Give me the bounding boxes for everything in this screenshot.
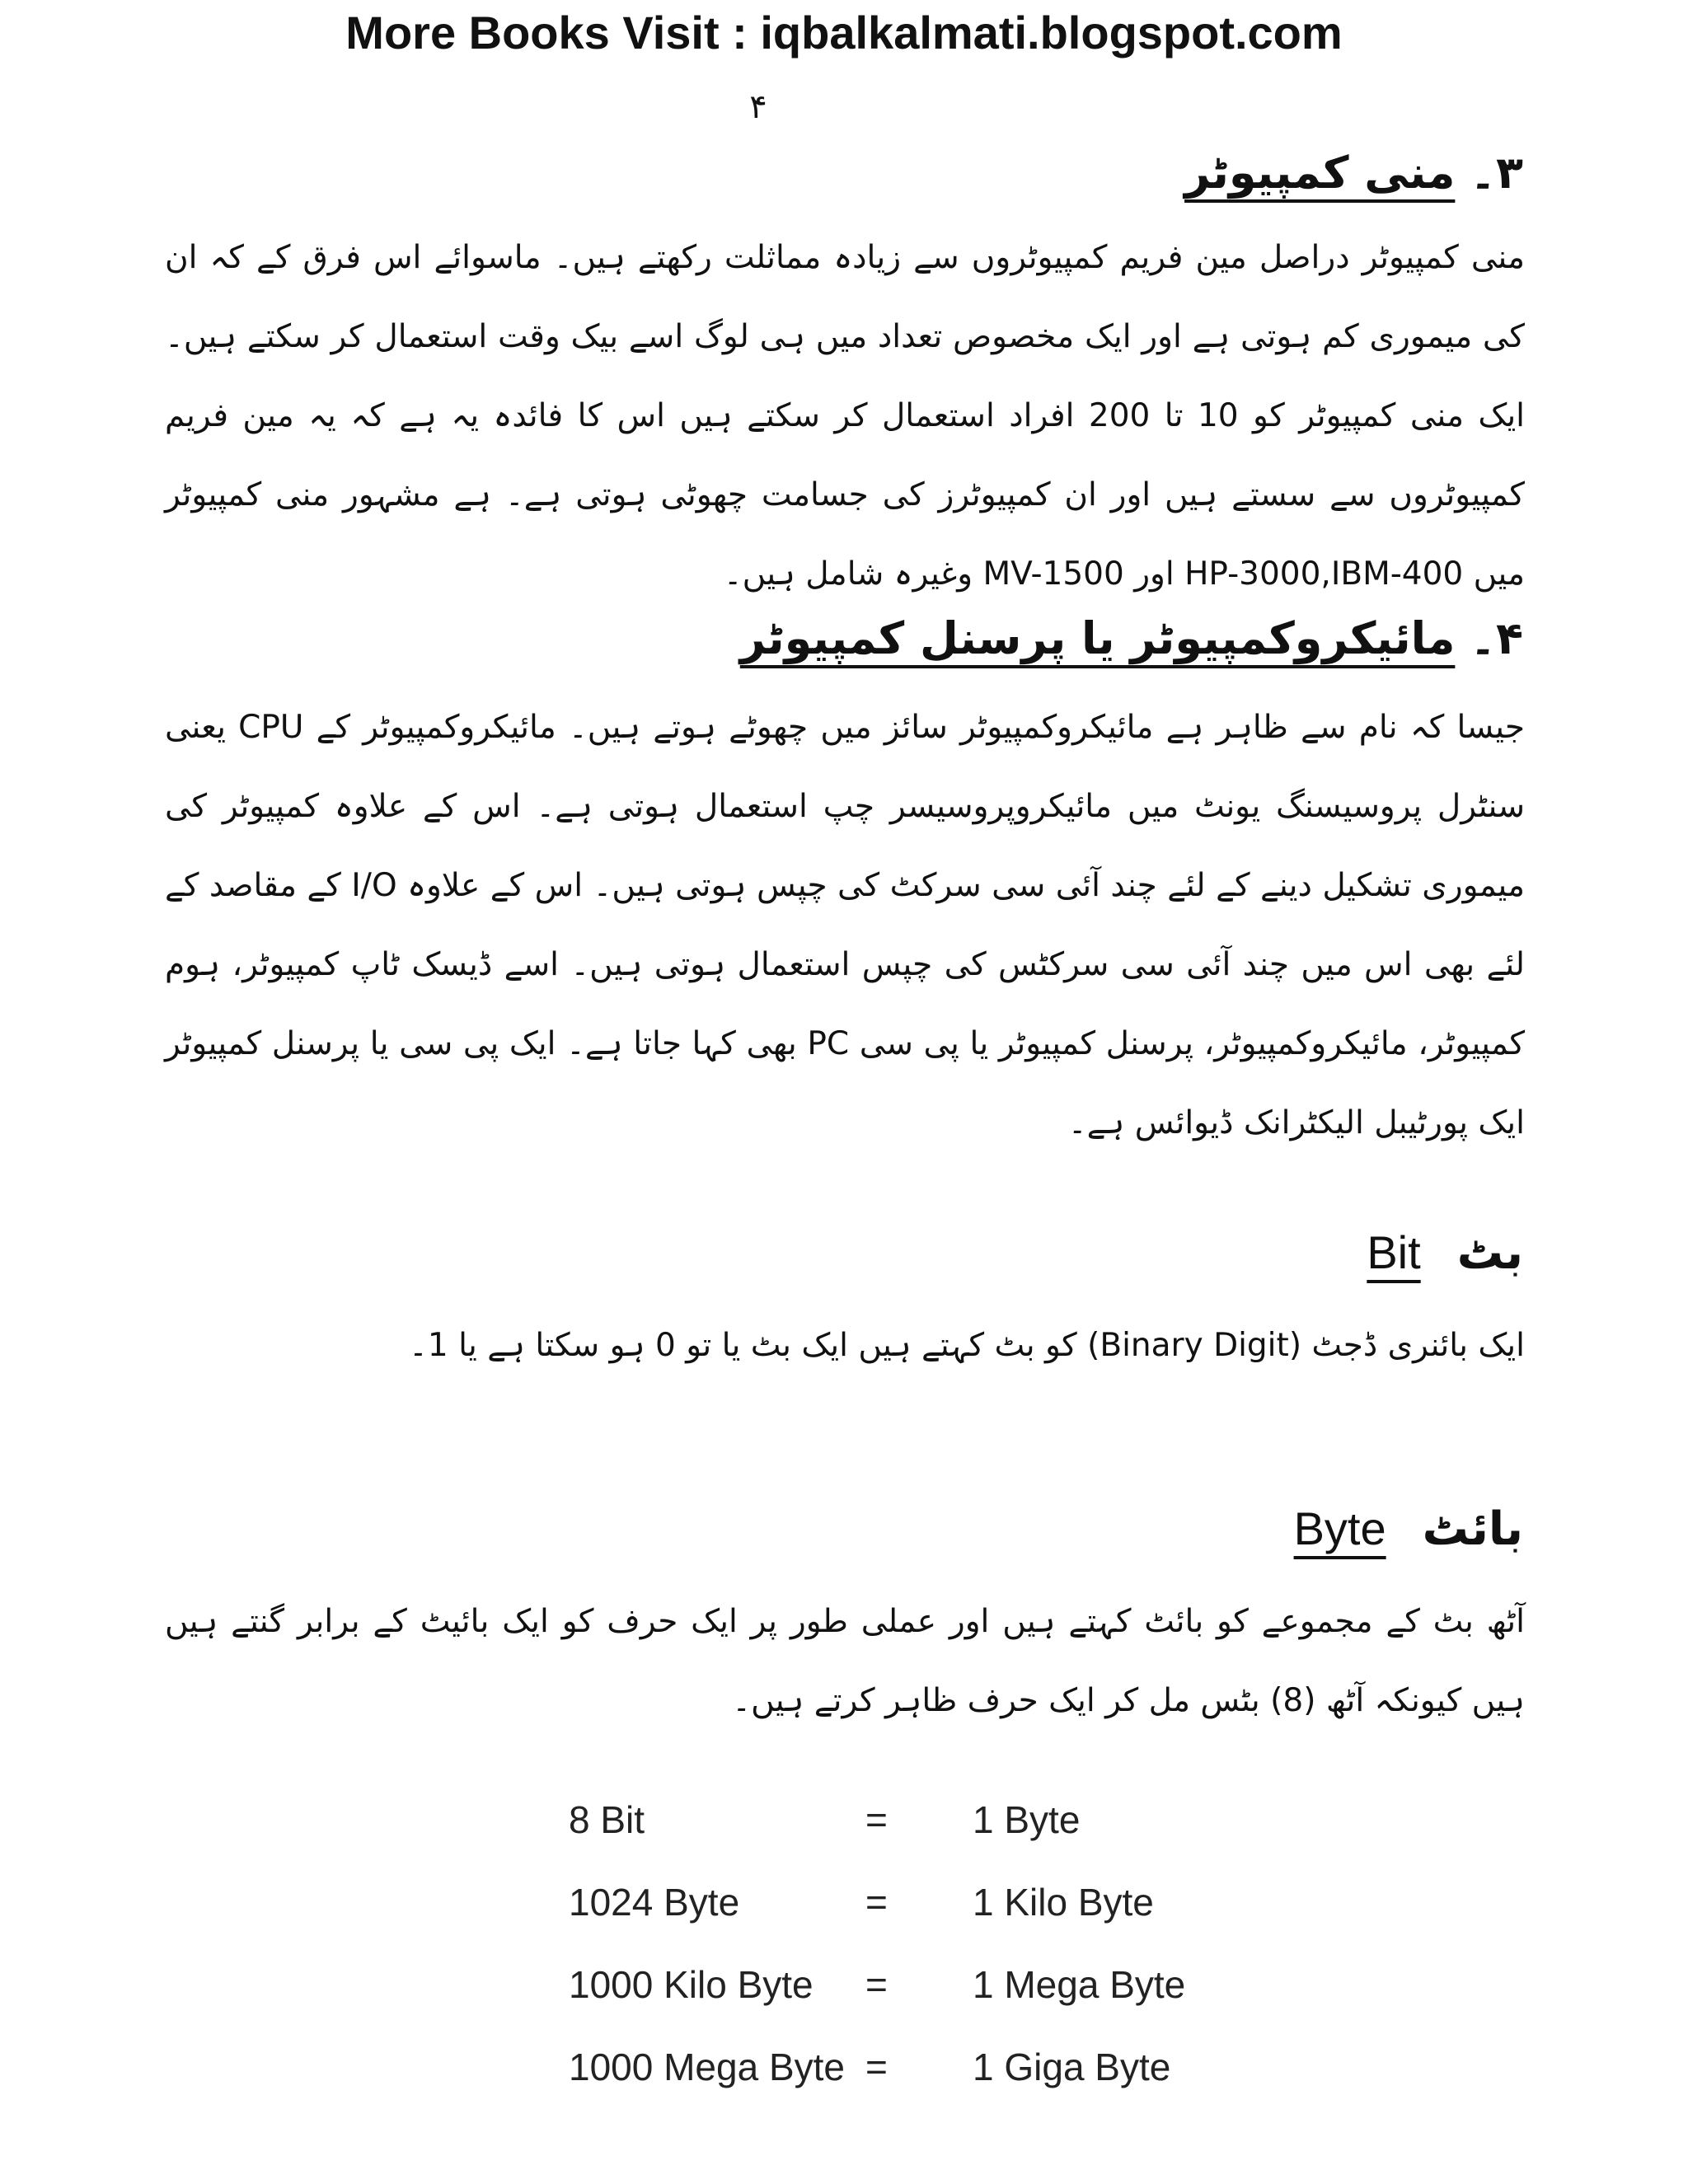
bit-heading: [1367, 1220, 1523, 1286]
byte-urdu-title: بائٹ: [1422, 1502, 1523, 1556]
section-number: ۴۔: [1470, 612, 1523, 664]
section-heading-microcomputer: [740, 606, 1523, 672]
conversion-to: 1 Mega Byte: [973, 1963, 1186, 2006]
bit-english-title: Bit: [1367, 1226, 1421, 1278]
conversion-row: [569, 1943, 1302, 2026]
conversion-row: [569, 1779, 1302, 1861]
conversion-to: 1 Kilo Byte: [973, 1881, 1154, 1924]
byte-english-title: Byte: [1293, 1502, 1386, 1554]
header-banner: More Books Visit : iqbalkalmati.blogspot.com: [345, 7, 1343, 59]
byte-definition: آٹھ بٹ کے مجموعے کو بائٹ کہتے ہیں اور عملی طور پر ایک حرف کو ایک بائیٹ کے برابر گنتے ہیں ہیں کیونکہ آٹھ (8) بٹس مل کر ایک حرف ظاہر کرتے ہیں۔: [165, 1603, 1525, 1719]
section-title: مائیکروکمپیوٹر یا پرسنل کمپیوٹر: [739, 612, 1456, 664]
conversion-to: 1 Byte: [973, 1798, 1081, 1841]
section-body-mini-computer: منی کمپیوٹر دراصل مین فریم کمپیوٹروں سے زیادہ مماثلت رکھتے ہیں۔ ماسوائے اس فرق کے کہ ان کی میموری کم ہوتی ہے اور ایک مخصوص تعداد میں ہی لوگ اسے بیک وقت استعمال کر سکتے ہیں۔ ایک منی کمپیوٹر کو 10 تا 200 افراد استعمال کر سکتے ہیں اس کا فائدہ یہ ہے کہ یہ مین فریم کمپیوٹروں سے سستے ہیں اور ان کمپیوٹرز کی جسامت چھوٹی ہوتی ہے۔ ہے مشہور منی کمپیوٹر میں HP-3000,IBM-400 اور MV-1500 وغیرہ شامل ہیں۔: [165, 239, 1526, 593]
bit-definition: ایک بائنری ڈجٹ (Binary Digit) کو بٹ کہتے ہیں ایک بٹ یا تو 0 ہو سکتا ہے یا 1۔: [409, 1327, 1525, 1364]
section-number: ۳۔: [1470, 147, 1523, 199]
conversion-row: [569, 1861, 1302, 1943]
section-body-microcomputer: جیسا کہ نام سے ظاہر ہے مائیکروکمپیوٹر سائز میں چھوٹے ہوتے ہیں۔ مائیکروکمپیوٹر کے CPU یعنی سنٹرل پروسیسنگ یونٹ میں مائیکروپروسیسر چپ استعمال ہوتی ہے۔ اس کے علاوہ کمپیوٹر کی میموری تشکیل دینے کے لئے چند آئی سی سرکٹ کی چپس ہوتی ہیں۔ اس کے علاوہ I/O کے مقاصد کے لئے بھی اس میں چند آئی سی سرکٹس کی چپس استعمال ہوتی ہیں۔ اسے ڈیسک ٹاپ کمپیوٹر، ہوم کمپیوٹر، مائیکروکمپیوٹر، پرسنل کمپیوٹر یا پی سی PC بھی کہا جاتا ہے۔ ایک پی سی یا پرسنل کمپیوٹر ایک پورٹیبل الیکٹرانک ڈیوائس ہے۔: [165, 709, 1526, 1141]
section-title: منی کمپیوٹر: [1184, 147, 1456, 199]
page-number: ۴: [749, 88, 767, 126]
conversion-row: [569, 2026, 1302, 2108]
conversion-from: 1000 Kilo Byte: [569, 1963, 814, 2006]
conversion-equals: =: [865, 2046, 888, 2088]
conversion-equals: =: [865, 1963, 888, 2006]
conversion-from: 1000 Mega Byte: [569, 2046, 846, 2088]
conversion-equals: =: [865, 1881, 888, 1924]
conversion-from: 8 Bit: [569, 1798, 645, 1841]
unit-conversion-table: [569, 1779, 1302, 2108]
byte-heading: [1294, 1496, 1523, 1563]
section-heading-mini-computer: [1184, 140, 1523, 206]
conversion-to: 1 Giga Byte: [973, 2046, 1171, 2088]
bit-urdu-title: بٹ: [1456, 1226, 1523, 1280]
conversion-from: 1024 Byte: [569, 1881, 740, 1924]
conversion-equals: =: [865, 1798, 888, 1841]
